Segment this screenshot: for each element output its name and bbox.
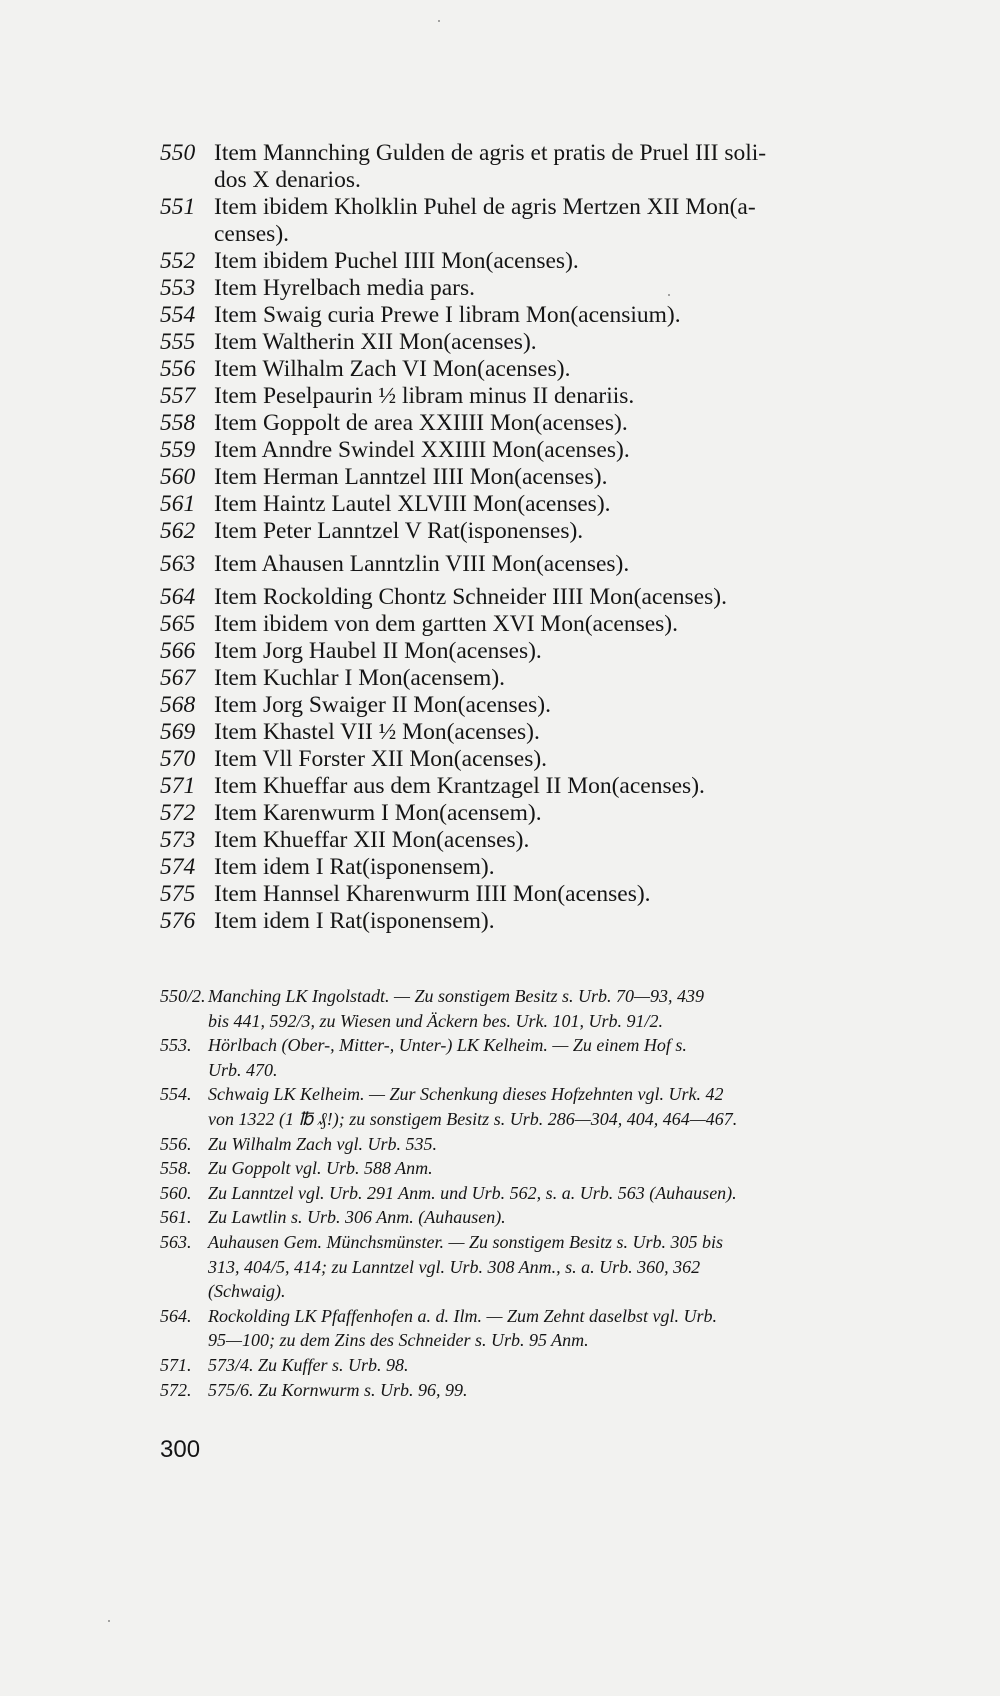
page-number: 300 xyxy=(160,1436,201,1463)
entry-text: Item Wilhalm Zach VI Mon(acenses). xyxy=(214,356,571,382)
entry-570 xyxy=(160,746,880,773)
entry-text: Item Karenwurm I Mon(acensem). xyxy=(214,800,542,826)
note-number: 572. xyxy=(160,1379,192,1400)
entry-568 xyxy=(160,692,880,719)
entry-number: 576 xyxy=(160,908,196,934)
entry-554 xyxy=(160,302,880,329)
footnotes xyxy=(160,984,880,1402)
note-554 xyxy=(160,1082,880,1131)
entry-text: Item Jorg Swaiger II Mon(acenses). xyxy=(214,692,551,718)
note-number: 564. xyxy=(160,1305,192,1326)
note-text: Zu Lanntzel vgl. Urb. 291 Anm. und Urb. 562, s. a. Urb. 563 (Auhausen). xyxy=(208,1182,737,1203)
note-number: 560. xyxy=(160,1182,192,1203)
entry-number: 561 xyxy=(160,491,196,517)
entry-number: 552 xyxy=(160,248,196,274)
note-number: 571. xyxy=(160,1354,192,1375)
note-text: 575/6. Zu Kornwurm s. Urb. 96, 99. xyxy=(208,1379,468,1400)
entry-text: Item Vll Forster XII Mon(acenses). xyxy=(214,746,548,772)
note-number: 550/2. xyxy=(160,986,206,1006)
note-text: 573/4. Zu Kuffer s. Urb. 98. xyxy=(208,1354,409,1375)
entry-574 xyxy=(160,854,880,881)
entry-567 xyxy=(160,665,880,692)
entry-text: Item Peter Lanntzel V Rat(isponenses). xyxy=(214,518,584,544)
note-number: 563. xyxy=(160,1231,192,1252)
entry-575 xyxy=(160,881,880,908)
entry-text: Item idem I Rat(isponensem). xyxy=(214,908,495,934)
entry-571 xyxy=(160,773,880,800)
entry-number: 572 xyxy=(160,800,196,826)
entry-text: Item Haintz Lautel XLVIII Mon(acenses). xyxy=(214,491,611,517)
entry-text: Item Rockolding Chontz Schneider IIII Mon(acenses). xyxy=(214,584,727,610)
note-text: Zu Wilhalm Zach vgl. Urb. 535. xyxy=(208,1133,438,1154)
note-553 xyxy=(160,1033,880,1082)
entry-number: 573 xyxy=(160,827,196,853)
entry-text: Item Khueffar XII Mon(acenses). xyxy=(214,827,530,853)
entry-number: 551 xyxy=(160,194,196,220)
note-572 xyxy=(160,1378,880,1403)
note-561 xyxy=(160,1205,880,1230)
entry-text: Item idem I Rat(isponensem). xyxy=(214,854,495,880)
entry-text: Item ibidem Kholklin Puhel de agris Mertzen XII Mon(a- censes). xyxy=(214,194,756,247)
entry-text: Item Peselpaurin ½ libram minus II denariis. xyxy=(214,383,635,409)
paper-speck xyxy=(668,294,670,296)
entry-number: 554 xyxy=(160,302,196,328)
note-text: Hörlbach (Ober-, Mitter-, Unter-) LK Kelheim. — Zu einem Hof s. Urb. 470. xyxy=(208,1035,687,1080)
entry-number: 564 xyxy=(160,584,196,610)
entry-number: 556 xyxy=(160,356,196,382)
entry-number: 570 xyxy=(160,746,196,772)
entry-560 xyxy=(160,464,880,491)
entry-555 xyxy=(160,329,880,356)
note-560 xyxy=(160,1181,880,1206)
entry-576 xyxy=(160,908,880,935)
entry-number: 559 xyxy=(160,437,196,463)
entry-number: 562 xyxy=(160,518,196,544)
entry-559 xyxy=(160,437,880,464)
note-550-2 xyxy=(160,984,880,1033)
note-text: Schwaig LK Kelheim. — Zur Schenkung dieses Hofzehnten vgl. Urk. 42 von 1322 (1 ℔ ₰!); zu sonstigem Besitz s. Urb. 286—304, 404, 464—467. xyxy=(208,1084,738,1129)
entry-text: Item Anndre Swindel XXIIII Mon(acenses). xyxy=(214,437,630,463)
entry-569 xyxy=(160,719,880,746)
note-564 xyxy=(160,1304,880,1353)
entry-number: 571 xyxy=(160,773,196,799)
entry-text: Item Jorg Haubel II Mon(acenses). xyxy=(214,638,542,664)
entry-text: Item Waltherin XII Mon(acenses). xyxy=(214,329,537,355)
entry-number: 567 xyxy=(160,665,196,691)
note-number: 558. xyxy=(160,1158,192,1179)
paper-speck xyxy=(438,20,440,22)
entry-number: 568 xyxy=(160,692,196,718)
entry-552 xyxy=(160,248,880,275)
entry-text: Item Kuchlar I Mon(acensem). xyxy=(214,665,506,691)
note-text: Zu Lawtlin s. Urb. 306 Anm. (Auhausen). xyxy=(208,1207,506,1228)
entry-565 xyxy=(160,611,880,638)
entry-text: Item Swaig curia Prewe I libram Mon(acensium). xyxy=(214,302,681,328)
entry-561 xyxy=(160,491,880,518)
entry-text: Item Hannsel Kharenwurm IIII Mon(acenses). xyxy=(214,881,651,907)
note-number: 561. xyxy=(160,1207,192,1228)
entry-number: 575 xyxy=(160,881,196,907)
entry-number: 569 xyxy=(160,719,196,745)
paper-speck xyxy=(108,1620,110,1622)
entry-564 xyxy=(160,584,880,611)
entry-550 xyxy=(160,140,880,194)
entry-number: 563 xyxy=(160,551,196,577)
note-558 xyxy=(160,1156,880,1181)
entry-text: Item ibidem von dem gartten XVI Mon(acenses). xyxy=(214,611,678,637)
entry-text: Item ibidem Puchel IIII Mon(acenses). xyxy=(214,248,579,274)
entry-558 xyxy=(160,410,880,437)
entry-text: Item Khueffar aus dem Krantzagel II Mon(acenses). xyxy=(214,773,705,799)
note-number: 556. xyxy=(160,1133,192,1154)
entry-number: 560 xyxy=(160,464,196,490)
entry-number: 558 xyxy=(160,410,196,436)
entry-number: 553 xyxy=(160,275,196,301)
entry-551 xyxy=(160,194,880,248)
note-text: Manching LK Ingolstadt. — Zu sonstigem Besitz s. Urb. 70—93, 439 bis 441, 592/3, zu Wiesen und Äckern bes. Urk. 101, Urb. 91/2. xyxy=(208,986,705,1031)
entry-563 xyxy=(160,551,880,578)
entry-556 xyxy=(160,356,880,383)
entry-553 xyxy=(160,275,880,302)
note-text: Auhausen Gem. Münchsmünster. — Zu sonstigem Besitz s. Urb. 305 bis 313, 404/5, 414; zu Lanntzel vgl. Urb. 308 Anm., s. a. Urb. 360, 362 (Schwaig). xyxy=(208,1231,723,1302)
entry-text: Item Mannching Gulden de agris et pratis de Pruel III soli- dos X denarios. xyxy=(214,140,767,193)
note-number: 554. xyxy=(160,1084,192,1105)
entry-number: 550 xyxy=(160,140,196,166)
entry-text: Item Goppolt de area XXIIII Mon(acenses). xyxy=(214,410,628,436)
entry-562 xyxy=(160,518,880,545)
note-571 xyxy=(160,1353,880,1378)
urbar-entries xyxy=(160,140,880,935)
entry-number: 555 xyxy=(160,329,196,355)
entry-number: 566 xyxy=(160,638,196,664)
entry-number: 557 xyxy=(160,383,196,409)
entry-text: Item Hyrelbach media pars. xyxy=(214,275,476,301)
entry-566 xyxy=(160,638,880,665)
entry-text: Item Ahausen Lanntzlin VIII Mon(acenses). xyxy=(214,551,630,577)
note-number: 553. xyxy=(160,1035,192,1056)
note-text: Rockolding LK Pfaffenhofen a. d. Ilm. — Zum Zehnt daselbst vgl. Urb. 95—100; zu dem Zins des Schneider s. Urb. 95 Anm. xyxy=(208,1305,717,1351)
entry-text: Item Khastel VII ½ Mon(acenses). xyxy=(214,719,540,745)
entry-557 xyxy=(160,383,880,410)
entry-number: 565 xyxy=(160,611,196,637)
entry-number: 574 xyxy=(160,854,196,880)
note-563 xyxy=(160,1230,880,1304)
entry-text: Item Herman Lanntzel IIII Mon(acenses). xyxy=(214,464,608,490)
entry-573 xyxy=(160,827,880,854)
note-556 xyxy=(160,1132,880,1157)
note-text: Zu Goppolt vgl. Urb. 588 Anm. xyxy=(208,1158,433,1179)
entry-572 xyxy=(160,800,880,827)
